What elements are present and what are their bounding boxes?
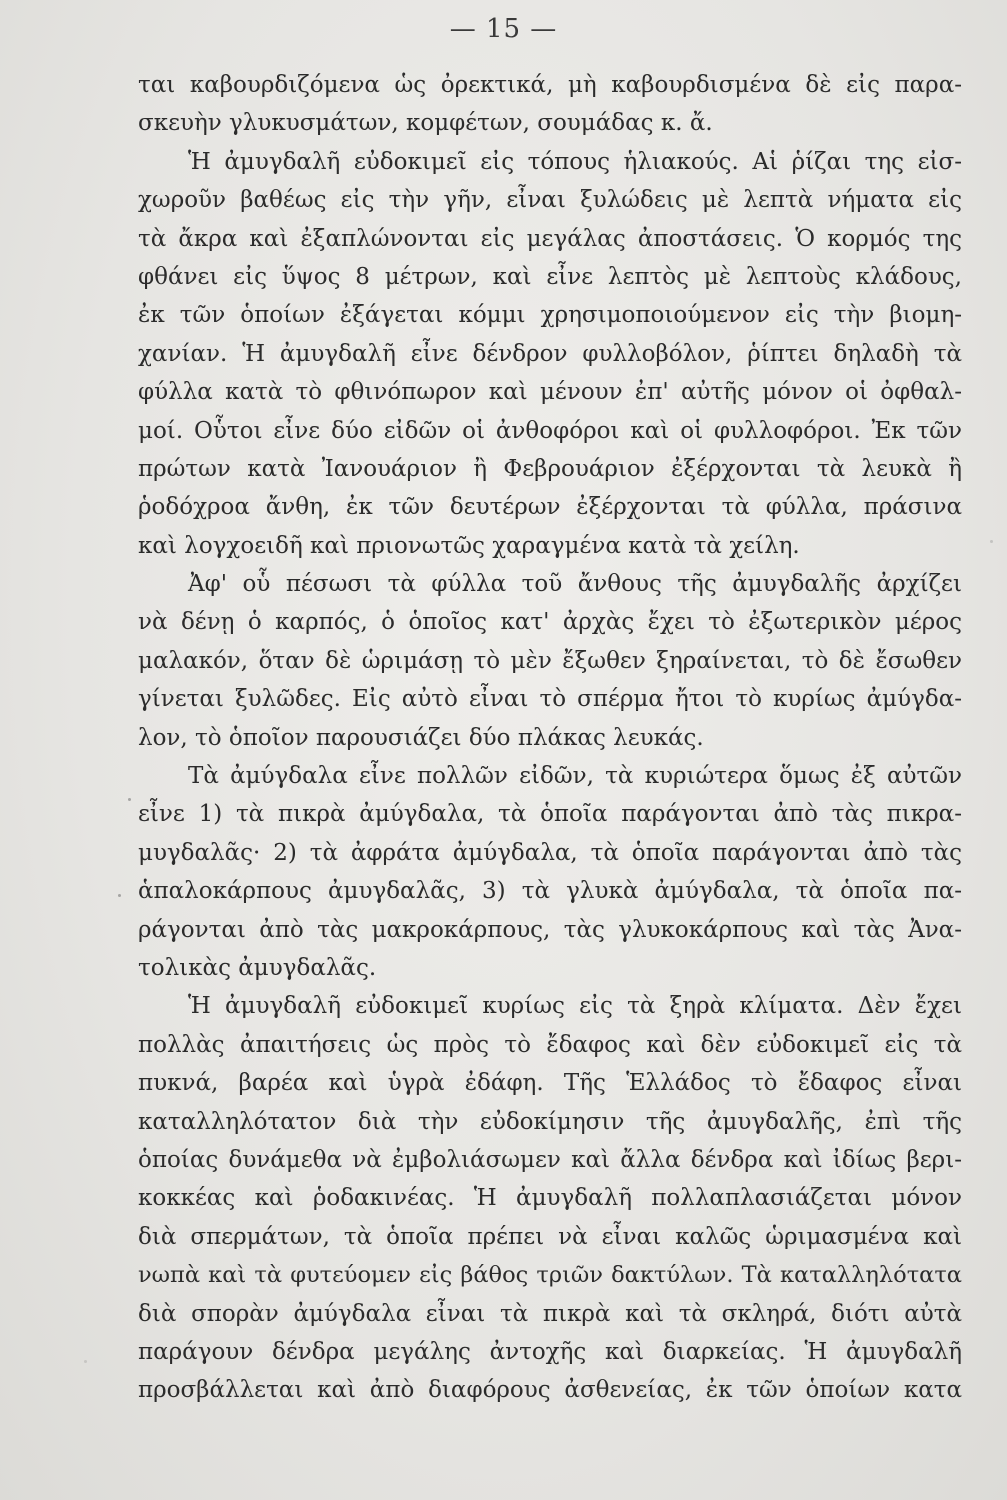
text-line: ράγονται ἀπὸ τὰς μακροκάρπους, τὰς γλυκοκάρπους καὶ τὰς Ἀνα- xyxy=(138,916,962,943)
body-text xyxy=(138,66,962,1410)
text-line: σκευὴν γλυκυσμάτων, κομφέτων, σουμάδας κ. ἄ. xyxy=(138,110,713,137)
text-line: Τὰ ἀμύγδαλα εἶνε πολλῶν εἰδῶν, τὰ κυριώτερα ὅμως ἐξ αὐτῶν xyxy=(188,763,962,790)
text-line: προσβάλλεται καὶ ἀπὸ διαφόρους ἀσθενείας, ἐκ τῶν ὁποίων κατα xyxy=(138,1377,962,1404)
text-line: πυκνά, βαρέα καὶ ὑγρὰ ἐδάφη. Τῆς Ἑλλάδος τὸ ἔδαφος εἶναι xyxy=(138,1070,962,1097)
text-line: ἐκ τῶν ὁποίων ἐξάγεται κόμμι χρησιμοποιούμενον εἰς τὴν βιομη- xyxy=(138,302,962,329)
text-line: πρώτων κατὰ Ἰανουάριον ἢ Φεβρουάριον ἐξέρχονται τὰ λευκὰ ἢ xyxy=(138,455,962,482)
text-line: λον, τὸ ὁποῖον παρουσιάζει δύο πλάκας λευκάς. xyxy=(138,724,704,751)
text-line: καταλληλότατον διὰ τὴν εὐδοκίμησιν τῆς ἀμυγδαλῆς, ἐπὶ τῆς xyxy=(138,1108,962,1135)
text-line: μαλακόν, ὅταν δὲ ὡριμάσῃ τὸ μὲν ἔξωθεν ξηραίνεται, τὸ δὲ ἔσωθεν xyxy=(138,647,962,674)
text-line: ὁποίας δυνάμεθα νὰ ἐμβολιάσωμεν καὶ ἄλλα δένδρα καὶ ἰδίως βερι- xyxy=(138,1146,962,1173)
text-line: φθάνει εἰς ὕψος 8 μέτρων, καὶ εἶνε λεπτὸς μὲ λεπτοὺς κλάδους, xyxy=(138,263,962,290)
text-line: διὰ σπερμάτων, τὰ ὁποῖα πρέπει νὰ εἶναι καλῶς ὡριμασμένα καὶ xyxy=(138,1223,962,1250)
text-line: μυγδαλᾶς· 2) τὰ ἀφράτα ἀμύγδαλα, τὰ ὁποῖα παράγονται ἀπὸ τὰς xyxy=(138,839,962,866)
paper-speck xyxy=(990,540,993,543)
text-line: κοκκέας καὶ ῥοδακινέας. Ἡ ἀμυγδαλῆ πολλαπλασιάζεται μόνον xyxy=(138,1185,962,1212)
text-line: τολικὰς ἀμυγδαλᾶς. xyxy=(138,954,377,981)
text-line: Ἡ ἀμυγδαλῆ εὐδοκιμεῖ κυρίως εἰς τὰ ξηρὰ κλίματα. Δὲν ἔχει xyxy=(188,993,962,1020)
text-line: ται καβουρδιζόμενα ὡς ὀρεκτικά, μὴ καβουρδισμένα δὲ εἰς παρα- xyxy=(138,72,962,98)
text-line: νωπὰ καὶ τὰ φυτεύομεν εἰς βάθος τριῶν δακτύλων. Τὰ καταλληλότατα xyxy=(138,1262,962,1289)
paper-speck xyxy=(84,1360,87,1363)
page-number: — 15 — xyxy=(449,14,558,44)
text-line: παράγουν δένδρα μεγάλης ἀντοχῆς καὶ διαρκείας. Ἡ ἀμυγδαλῆ xyxy=(138,1338,962,1365)
text-line: πολλὰς ἀπαιτήσεις ὡς πρὸς τὸ ἔδαφος καὶ δὲν εὐδοκιμεῖ εἰς τὰ xyxy=(138,1031,962,1058)
paper-speck xyxy=(118,894,121,897)
paper-speck xyxy=(128,798,131,801)
text-line: ἁπαλοκάρπους ἀμυγδαλᾶς, 3) τὰ γλυκὰ ἀμύγδαλα, τὰ ὁποῖα πα- xyxy=(138,878,962,905)
text-line: φύλλα κατὰ τὸ φθινόπωρον καὶ μένουν ἐπ' αὐτῆς μόνον οἱ ὀφθαλ- xyxy=(138,379,962,406)
text-line: Ἀφ' οὗ πέσωσι τὰ φύλλα τοῦ ἄνθους τῆς ἀμυγδαλῆς ἀρχίζει xyxy=(188,571,962,598)
text-line: χανίαν. Ἡ ἀμυγδαλῆ εἶνε δένδρον φυλλοβόλον, ῥίπτει δηλαδὴ τὰ xyxy=(138,340,962,367)
text-line: ῥοδόχροα ἄνθη, ἐκ τῶν δευτέρων ἐξέρχονται τὰ φύλλα, πράσινα xyxy=(138,494,962,521)
text-line: Ἡ ἀμυγδαλῆ εὐδοκιμεῖ εἰς τόπους ἡλιακούς. Αἱ ῥίζαι της εἰσ- xyxy=(188,148,962,175)
text-line: διὰ σπορὰν ἀμύγδαλα εἶναι τὰ πικρὰ καὶ τὰ σκληρά, διότι αὐτὰ xyxy=(138,1300,962,1327)
text-line: γίνεται ξυλῶδες. Εἰς αὐτὸ εἶναι τὸ σπέρμα ἤτοι τὸ κυρίως ἀμύγδα- xyxy=(138,686,962,713)
text-line: μοί. Οὗτοι εἶνε δύο εἰδῶν οἱ ἀνθοφόροι καὶ οἱ φυλλοφόροι. Ἐκ τῶν xyxy=(138,417,962,444)
text-line: χωροῦν βαθέως εἰς τὴν γῆν, εἶναι ξυλώδεις μὲ λεπτὰ νήματα εἰς xyxy=(138,187,962,214)
text-line: τὰ ἄκρα καὶ ἐξαπλώνονται εἰς μεγάλας ἀποστάσεις. Ὁ κορμός της xyxy=(138,225,962,252)
text-line: καὶ λογχοειδῆ καὶ πριονωτῶς χαραγμένα κατὰ τὰ χείλη. xyxy=(138,532,800,559)
text-line: εἶνε 1) τὰ πικρὰ ἀμύγδαλα, τὰ ὁποῖα παράγονται ἀπὸ τὰς πικρα- xyxy=(138,801,962,828)
text-line: νὰ δένῃ ὁ καρπός, ὁ ὁποῖος κατ' ἀρχὰς ἔχει τὸ ἐξωτερικὸν μέρος xyxy=(138,609,962,636)
